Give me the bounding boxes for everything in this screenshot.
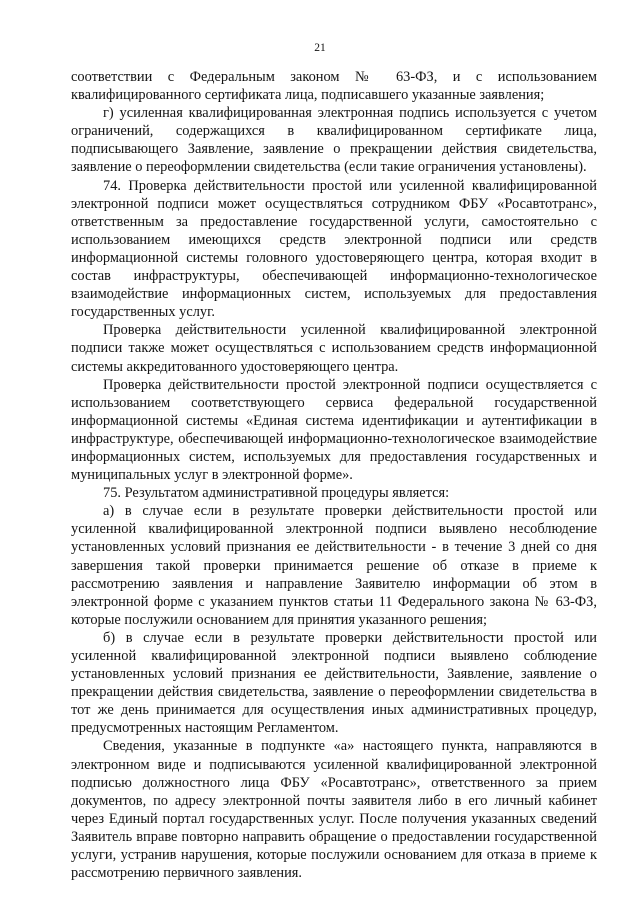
paragraph-information-notice: Сведения, указанные в подпункте «а» настоящего пункта, направляются в электронном виде и подписываются усиленной квалифицированной электронной подписью должностного лица ФБУ «Росавтотранс», ответственного за прием документов, по адресу электронной почты заявителя либо в его личный кабинет через Единый портал государственных услуг. После получения указанных сведений Заявитель вправе повторно направить обращение о предоставлении государственной услуги, устранив нарушения, которые послужили основанием для отказа в приеме к рассмотрению первичного заявления. xyxy=(71,738,597,882)
document-body xyxy=(71,68,597,882)
page-number: 21 xyxy=(314,42,326,54)
paragraph-75: 75. Результатом административной процедуры является: xyxy=(103,485,450,502)
paragraph-verification-accredited-center: Проверка действительности усиленной квалифицированной электронной подписи также может осуществляться с использованием средств информационной системы аккредитованного удостоверяющего центра. xyxy=(71,322,597,375)
paragraph-item-b: б) в случае если в результате проверки действительности простой или усиленной квалифицированной электронной подписи выявлено соблюдение установленных условий признания ее действительности, Заявление, заявление о прекращении действия свидетельства, заявление о переоформлении свидетельства в тот же день принимается для осуществления иных административных процедур, предусмотренных настоящим Регламентом. xyxy=(71,629,597,737)
paragraph-verification-simple-signature: Проверка действительности простой электронной подписи осуществляется с использованием соответствующего сервиса федеральной государственной информационной системы «Единая система идентификации и аутентификации в инфраструктуре, обеспечивающей информационно-технологическое взаимодействие информационных систем, используемых для предоставления государственных и муниципальных услуг в электронной форме». xyxy=(71,376,597,484)
paragraph-continuation: соответствии с Федеральным законом № 63-ФЗ, и с использованием квалифицированного сертификата лица, подписавшего указанные заявления; xyxy=(71,69,597,104)
paragraph-item-a: а) в случае если в результате проверки действительности простой или усиленной квалифицированной электронной подписи выявлено несоблюдение установленных условий признания ее действительности - в течение 3 дней со дня завершения такой проверки принимается решение об отказе в приеме к рассмотрению заявления и направление Заявителю информации об этом в электронной форме с указанием пунктов статьи 11 Федерального закона № 63-ФЗ, которые послужили основанием для принятия указанного решения; xyxy=(71,503,597,628)
paragraph-item-g: г) усиленная квалифицированная электронная подпись используется с учетом ограничений, содержащихся в квалифицированном сертификате лица, подписывающего Заявление, заявление о прекращении действия свидетельства, заявление о переоформлении свидетельства (если такие ограничения установлены). xyxy=(71,105,597,176)
paragraph-74: 74. Проверка действительности простой или усиленной квалифицированной электронной подписи может осуществляться сотрудником ФБУ «Росавтотранс», ответственным за предоставление государственной услуги, самостоятельно с использованием имеющихся средств электронной подписи или средств информационной системы головного удостоверяющего центра, которая входит в состав инфраструктуры, обеспечивающей информационно-технологическое взаимодействие информационных систем, используемых для предоставления государственных услуг. xyxy=(71,177,597,321)
